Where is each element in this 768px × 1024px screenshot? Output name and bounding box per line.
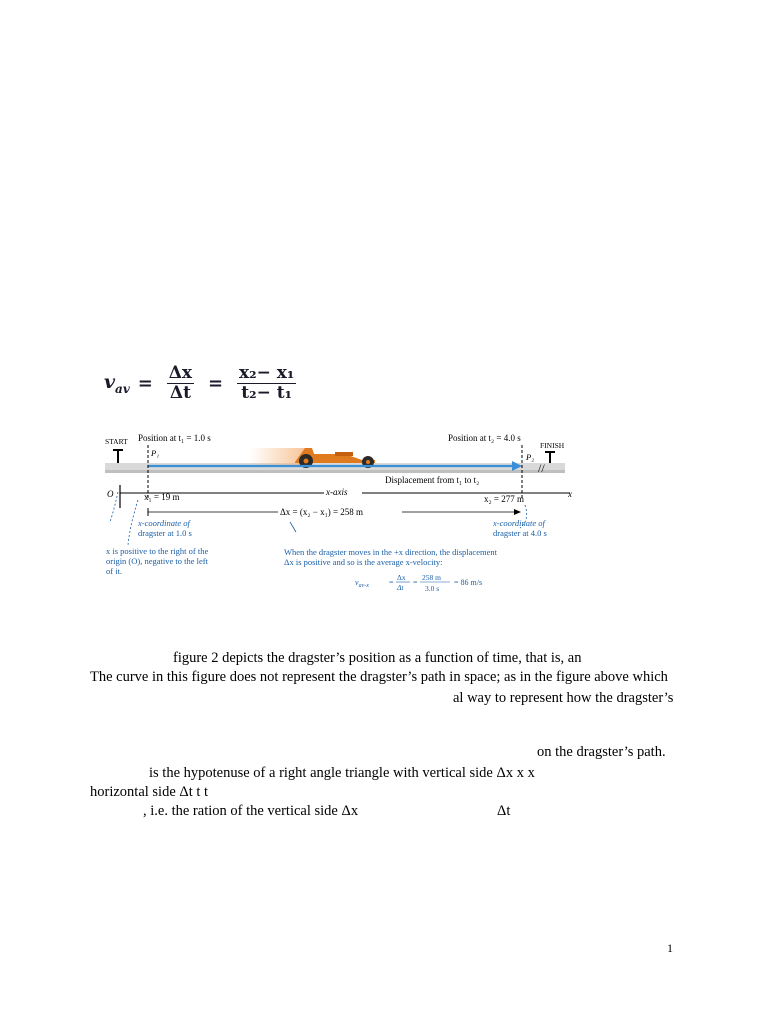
x-label: x	[568, 489, 572, 499]
equals-sign: =	[137, 373, 153, 394]
positive-note-1: x is positive to the right of the	[106, 546, 209, 556]
formula-lhs: $v_{av}$	[104, 371, 130, 396]
positive-note-3: of it.	[106, 566, 123, 576]
xcoord2-line1: x-coordinate of	[493, 518, 545, 528]
fraction-denominator: Δt	[169, 383, 191, 403]
equals-sign: =	[207, 373, 224, 394]
xcoord2-line2: dragster at 4.0 s	[493, 528, 547, 538]
delta-x-label: Δx = (x₂ − x₁) = 258 m	[280, 507, 364, 517]
text-line-1: figure 2 depicts the dragster’s position as a function of time, that is, an	[173, 650, 582, 666]
x-axis-label: x-axis	[326, 487, 348, 497]
positive-note-2: origin (O), negative to the left	[106, 556, 208, 566]
page-number: 1	[667, 941, 673, 955]
vavg-num1: Δx	[397, 573, 406, 582]
x2-label: x₂ = 277 m	[484, 494, 524, 504]
vavg-num2: 258 m	[422, 573, 441, 582]
motion-note-1: When the dragster moves in the +x direction, the displacement	[284, 547, 497, 557]
axis-break: //	[538, 461, 545, 475]
xcoord1-line2: dragster at 1.0 s	[138, 528, 192, 538]
text-line-5: is the hypotenuse of a right angle triangle with vertical side Δx x x	[149, 765, 535, 781]
fraction-difference	[237, 364, 296, 403]
fraction-delta	[167, 364, 194, 403]
motion-note-2: Δx is positive and so is the average x-velocity:	[284, 557, 443, 567]
vavg-result: = 86 m/s	[454, 578, 483, 587]
text-line-4: on the dragster’s path.	[537, 744, 666, 760]
start-label: START	[105, 437, 128, 446]
text-line-6: horizontal side Δt t t	[90, 784, 209, 800]
note-pointer-left	[128, 500, 138, 545]
x1-label: x₁ = 19 m	[144, 492, 180, 502]
fraction-denominator: t₂− t₁	[241, 383, 293, 403]
p1-label: P₁	[151, 448, 160, 458]
vavg-lhs: $v_{av-x}$	[355, 578, 369, 589]
text-line-2: The curve in this figure does not represent the dragster’s path in space; as in the figure above which	[90, 669, 668, 685]
displacement-label: Displacement from t₁ to t₂	[385, 475, 480, 485]
text-line-7: , i.e. the ration of the vertical side Δx	[143, 803, 359, 819]
position-2-label: Position at t₂ = 4.0 s	[448, 433, 521, 443]
text-line-8: Δt	[497, 803, 511, 819]
dragster-figure	[100, 430, 680, 610]
average-velocity-formula	[104, 364, 302, 403]
svg-text:=: =	[413, 578, 418, 587]
position-1-label: Position at t₁ = 1.0 s	[138, 433, 211, 443]
fraction-numerator: Δx	[168, 363, 193, 383]
p2-label: P₂	[526, 452, 535, 462]
finish-label: FINISH	[540, 441, 565, 450]
vavg-den1: Δt	[397, 583, 404, 592]
notes	[106, 518, 547, 593]
text-line-3: al way to represent how the dragster’s	[453, 690, 674, 706]
xcoord1-line1: x-coordinate of	[138, 518, 190, 528]
vavg-den2: 3.0 s	[425, 584, 440, 593]
svg-text:=: =	[389, 578, 394, 587]
origin-label: O	[107, 489, 114, 499]
fraction-numerator: x₂− x₁	[239, 363, 295, 383]
track-edge	[105, 470, 565, 473]
note-pointer-center	[290, 522, 296, 532]
